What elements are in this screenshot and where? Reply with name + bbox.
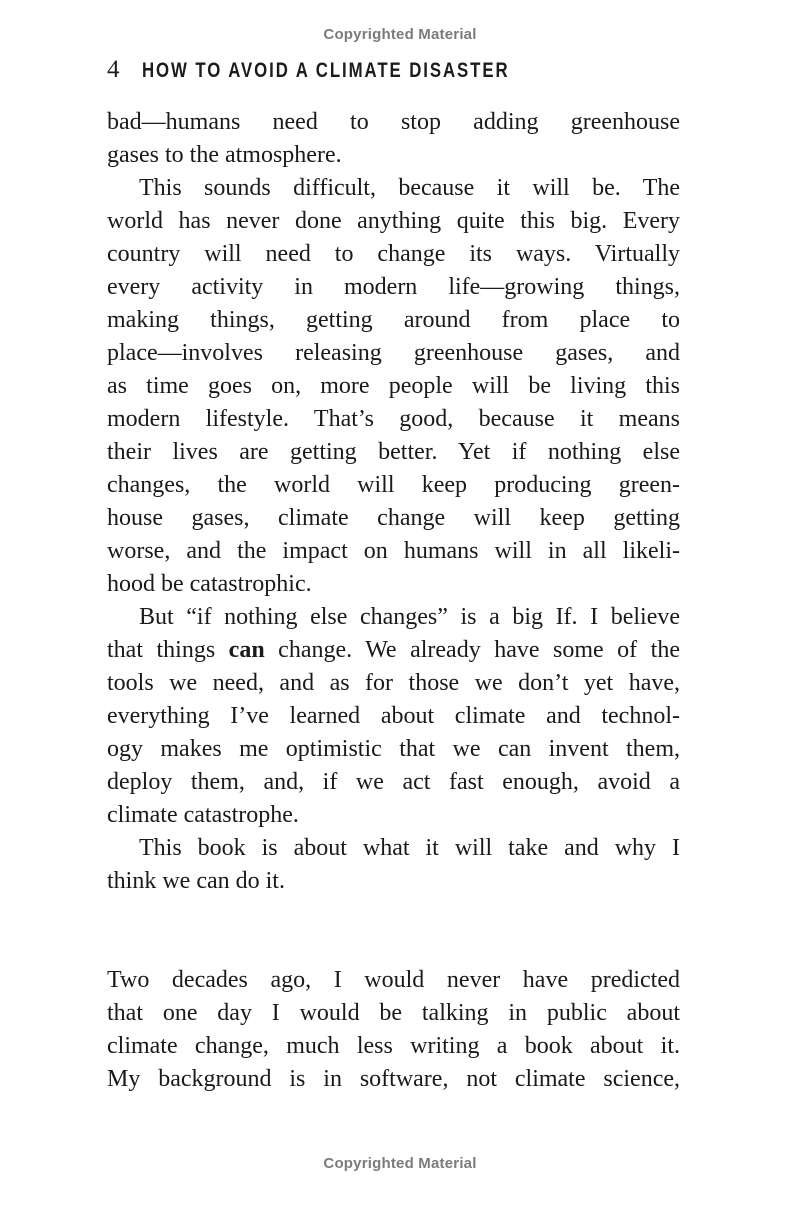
text-segment: bad—humans need to stop adding greenhouse — [107, 109, 680, 135]
text-line — [107, 337, 680, 370]
text-segment: My background is in software, not climate science, — [107, 1066, 680, 1092]
text-segment: tools we need, and as for those we don’t yet have, — [107, 670, 680, 696]
text-line — [107, 832, 680, 865]
text-line — [107, 865, 680, 898]
text-segment: house gases, climate change will keep getting — [107, 505, 680, 531]
text-line — [107, 172, 680, 205]
text-line — [107, 106, 680, 139]
text-segment: hood be catastrophic. — [107, 571, 312, 597]
text-segment: change. We already have some of the — [264, 637, 680, 663]
text-line — [107, 733, 680, 766]
text-segment: world has never done anything quite this big. Every — [107, 208, 680, 234]
text-line — [107, 469, 680, 502]
text-segment: their lives are getting better. Yet if nothing else — [107, 439, 680, 465]
text-segment: place—involves releasing greenhouse gases, and — [107, 340, 680, 366]
bold-text: can — [228, 637, 265, 663]
text-segment: gases to the atmosphere. — [107, 142, 342, 168]
text-line — [107, 634, 680, 667]
text-line — [107, 997, 680, 1030]
text-segment: making things, getting around from place to — [107, 307, 680, 333]
text-segment: changes, the world will keep producing green- — [107, 472, 680, 498]
text-line — [107, 1030, 680, 1063]
copyright-notice-top: Copyrighted Material — [323, 26, 477, 43]
text-segment: think we can do it. — [107, 868, 285, 894]
text-line — [107, 667, 680, 700]
text-segment: that things — [107, 637, 229, 663]
copyright-notice-bottom: Copyrighted Material — [323, 1155, 477, 1172]
page-number: 4 — [107, 56, 120, 83]
text-line — [107, 238, 680, 271]
text-line — [107, 1063, 680, 1096]
text-segment: that one day I would be talking in public about — [107, 1000, 680, 1026]
text-line — [107, 139, 680, 172]
text-line — [107, 568, 680, 601]
page-header — [107, 56, 601, 84]
text-segment: This book is about what it will take and why I — [139, 835, 680, 861]
text-line — [107, 502, 680, 535]
text-line — [107, 370, 680, 403]
text-segment: everything I’ve learned about climate and technol- — [107, 703, 680, 729]
text-segment: ogy makes me optimistic that we can invent them, — [107, 736, 680, 762]
text-line — [107, 964, 680, 997]
text-line — [107, 535, 680, 568]
text-segment: climate change, much less writing a book about it. — [107, 1033, 680, 1059]
text-line — [107, 601, 680, 634]
running-title: HOW TO AVOID A CLIMATE DISASTER — [141, 59, 510, 82]
text-segment: This sounds difficult, because it will be. The — [139, 175, 680, 201]
text-line — [107, 403, 680, 436]
text-line — [107, 304, 680, 337]
text-line — [107, 799, 680, 832]
text-segment: Two decades ago, I would never have predicted — [107, 967, 680, 993]
section-break — [107, 898, 680, 964]
text-line — [107, 205, 680, 238]
text-segment: deploy them, and, if we act fast enough, avoid a — [107, 769, 680, 795]
text-segment: worse, and the impact on humans will in all likeli- — [107, 538, 680, 564]
body-text — [107, 106, 680, 1096]
text-segment: climate catastrophe. — [107, 802, 299, 828]
text-line — [107, 766, 680, 799]
text-segment: But “if nothing else changes” is a big If. I believe — [139, 604, 680, 630]
text-segment: country will need to change its ways. Virtually — [107, 241, 680, 267]
text-segment: as time goes on, more people will be living this — [107, 373, 680, 399]
text-segment: modern lifestyle. That’s good, because it means — [107, 406, 680, 432]
text-line — [107, 700, 680, 733]
text-segment: every activity in modern life—growing things, — [107, 274, 680, 300]
text-line — [107, 271, 680, 304]
text-line — [107, 436, 680, 469]
